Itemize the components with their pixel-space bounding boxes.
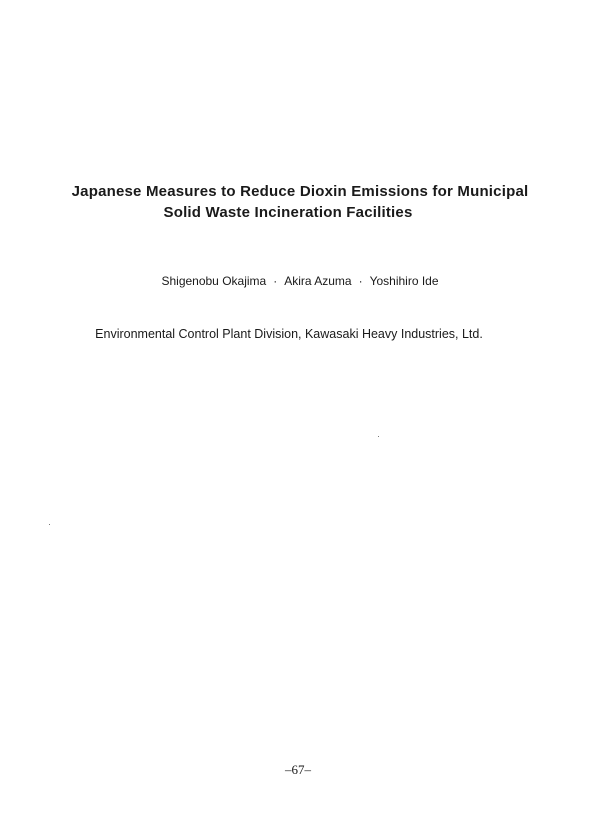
- author-name: Shigenobu Okajima: [161, 274, 267, 288]
- author-name: Yoshihiro Ide: [369, 274, 439, 288]
- page-number: –67–: [285, 762, 311, 777]
- author-list: [0, 272, 600, 290]
- affiliation: Environmental Control Plant Division, Kawasaki Heavy Industries, Ltd.: [95, 327, 483, 341]
- author-name: Akira Azuma: [284, 274, 352, 288]
- author-separator: ·: [273, 274, 278, 288]
- scan-speck: [49, 524, 50, 525]
- scan-speck: [378, 436, 379, 437]
- author-separator: ·: [358, 274, 363, 288]
- paper-title-line-1: Japanese Measures to Reduce Dioxin Emissions for Municipal: [71, 183, 529, 200]
- paper-title-line-2: Solid Waste Incineration Facilities: [163, 204, 413, 221]
